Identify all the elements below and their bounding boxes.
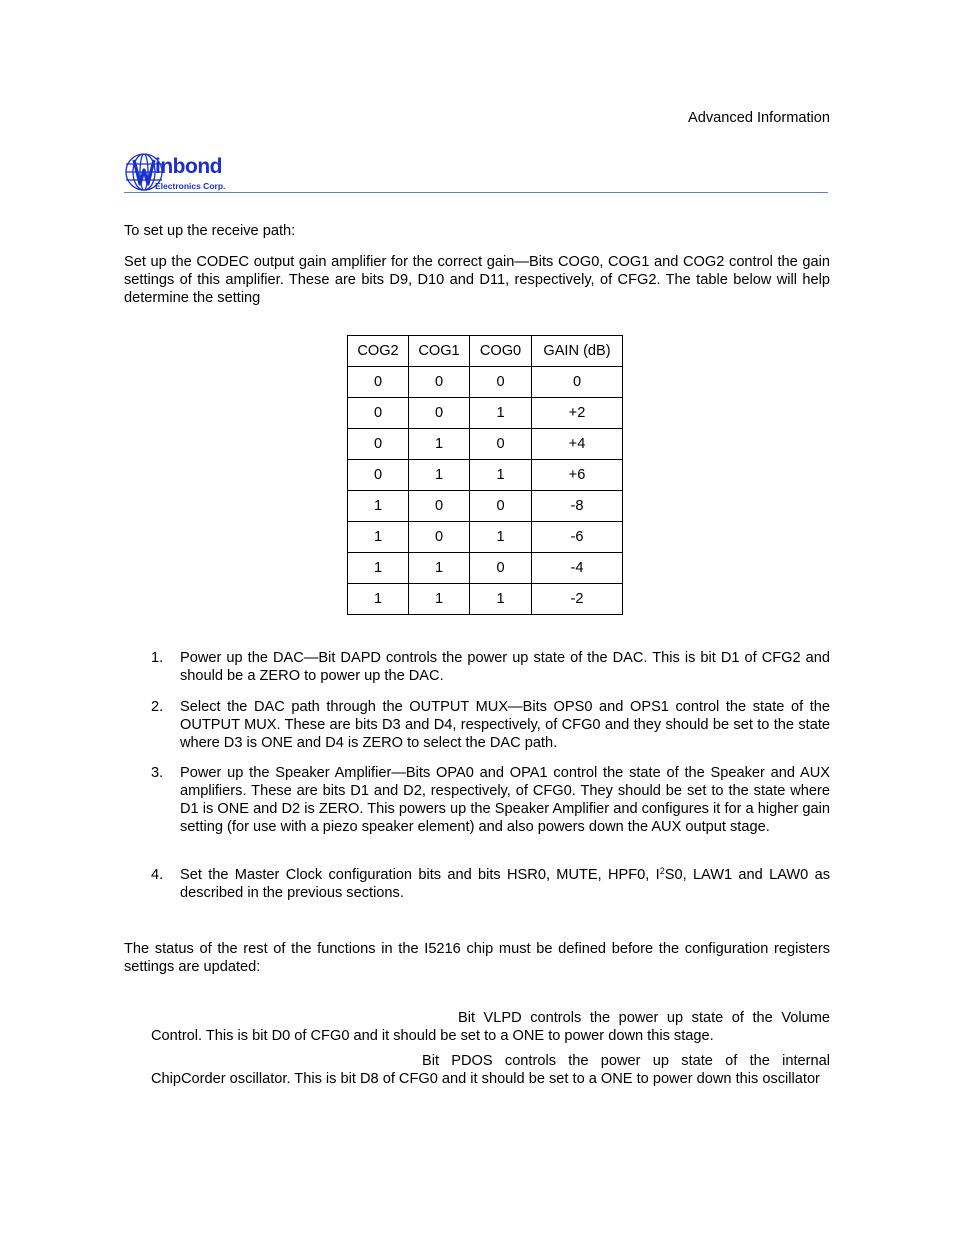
table-cell: -4 [532,553,623,584]
logo-sub-text: Electronics Corp. [155,181,226,191]
table-cell: 1 [348,553,409,584]
header-divider [124,192,828,193]
table-cell: -6 [532,522,623,553]
table-cell: 0 [348,460,409,491]
table-cell: +2 [532,398,623,429]
table-header-cell: GAIN (dB) [532,336,623,367]
table-row [348,553,623,584]
table-row [348,367,623,398]
table-header-cell: COG0 [470,336,532,367]
table-row [348,491,623,522]
table-cell: -2 [532,584,623,615]
table-cell: 0 [470,553,532,584]
table-cell: 1 [470,584,532,615]
table-row [348,460,623,491]
list-item [151,764,830,836]
table-row [348,398,623,429]
table-header-cell: COG2 [348,336,409,367]
table-cell: 0 [409,491,470,522]
vlpd-paragraph: Bit VLPD controls the power up state of the Volume Control. This is bit D0 of CFG0 and it should be set to a ONE to power down this stage. [151,1010,830,1044]
table-cell: 1 [470,522,532,553]
pdos-paragraph: Bit PDOS controls the power up state of the internal ChipCorder oscillator. This is bit D8 of CFG0 and it should be set to a ONE to power down this oscillator [151,1053,830,1087]
table-row [348,429,623,460]
table-cell: 1 [409,460,470,491]
table-cell: 0 [470,429,532,460]
table-row [348,522,623,553]
codec-gain-paragraph: Set up the CODEC output gain amplifier for the correct gain—Bits COG0, COG1 and COG2 control the gain settings of this amplifier. These are bits D9, D10 and D11, respectively, of CFG2. The table below will help determine the setting [124,254,830,306]
logo-brand-text: inbond [155,155,222,178]
table-cell: 0 [409,522,470,553]
step4-text-before: Set the Master Clock configuration bits and bits HSR0, MUTE, HPF0, I [180,867,660,883]
table-cell: 1 [409,553,470,584]
table-cell: 0 [348,398,409,429]
table-row [348,584,623,615]
table-cell: -8 [532,491,623,522]
winbond-logo [124,152,254,194]
table-cell: 0 [409,367,470,398]
list-item-number: 4. [151,867,164,883]
list-item-text: Power up the DAC—Bit DAPD controls the power up state of the DAC. This is bit D1 of CFG2 and should be a ZERO to power up the DAC. [180,650,830,684]
status-paragraph: The status of the rest of the functions in the I5216 chip must be defined before the configuration registers settings are updated: [124,941,830,975]
table-cell: 0 [348,429,409,460]
table-header-row [348,336,623,367]
list-item [151,649,830,685]
table-cell: 1 [470,460,532,491]
table-cell: 0 [470,367,532,398]
table-cell: 0 [470,491,532,522]
table-cell: 1 [409,584,470,615]
list-item-text [180,866,830,902]
list-item-text: Select the DAC path through the OUTPUT MUX—Bits OPS0 and OPS1 control the state of the OUTPUT MUX. These are bits D3 and D4, respectively, of CFG0 and they should be set to the state where D3 is ONE and D4 is ZERO to select the DAC path. [180,699,830,751]
list-item [151,866,830,902]
list-item-number: 2. [151,699,164,715]
list-item-number: 1. [151,650,164,666]
table-cell: +4 [532,429,623,460]
header-advanced-information: Advanced Information [688,110,830,126]
list-item-text: Power up the Speaker Amplifier—Bits OPA0 and OPA1 control the state of the Speaker and AUX amplifiers. These are bits D1 and D2, respectively, of CFG0. They should be set to the state where D1 is ONE and D2 is ZERO. This powers up the Speaker Amplifier and configures it for a higher gain setting (for use with a piezo speaker element) and also powers down the AUX output stage. [180,765,830,835]
step4-superscript: 2 [659,866,665,876]
table-cell: 1 [348,491,409,522]
table-cell: 0 [348,367,409,398]
table-cell: 0 [532,367,623,398]
table-cell: 1 [348,522,409,553]
cog-gain-table [347,335,623,615]
table-cell: +6 [532,460,623,491]
list-item [151,698,830,752]
list-item-number: 3. [151,765,164,781]
table-header-cell: COG1 [409,336,470,367]
receive-path-heading: To set up the receive path: [124,223,296,239]
step4-text-after: S0, LAW1 and LAW0 as described in the previous sections. [180,867,830,901]
table-cell: 1 [409,429,470,460]
table-cell: 1 [470,398,532,429]
table-cell: 1 [348,584,409,615]
table-cell: 0 [409,398,470,429]
